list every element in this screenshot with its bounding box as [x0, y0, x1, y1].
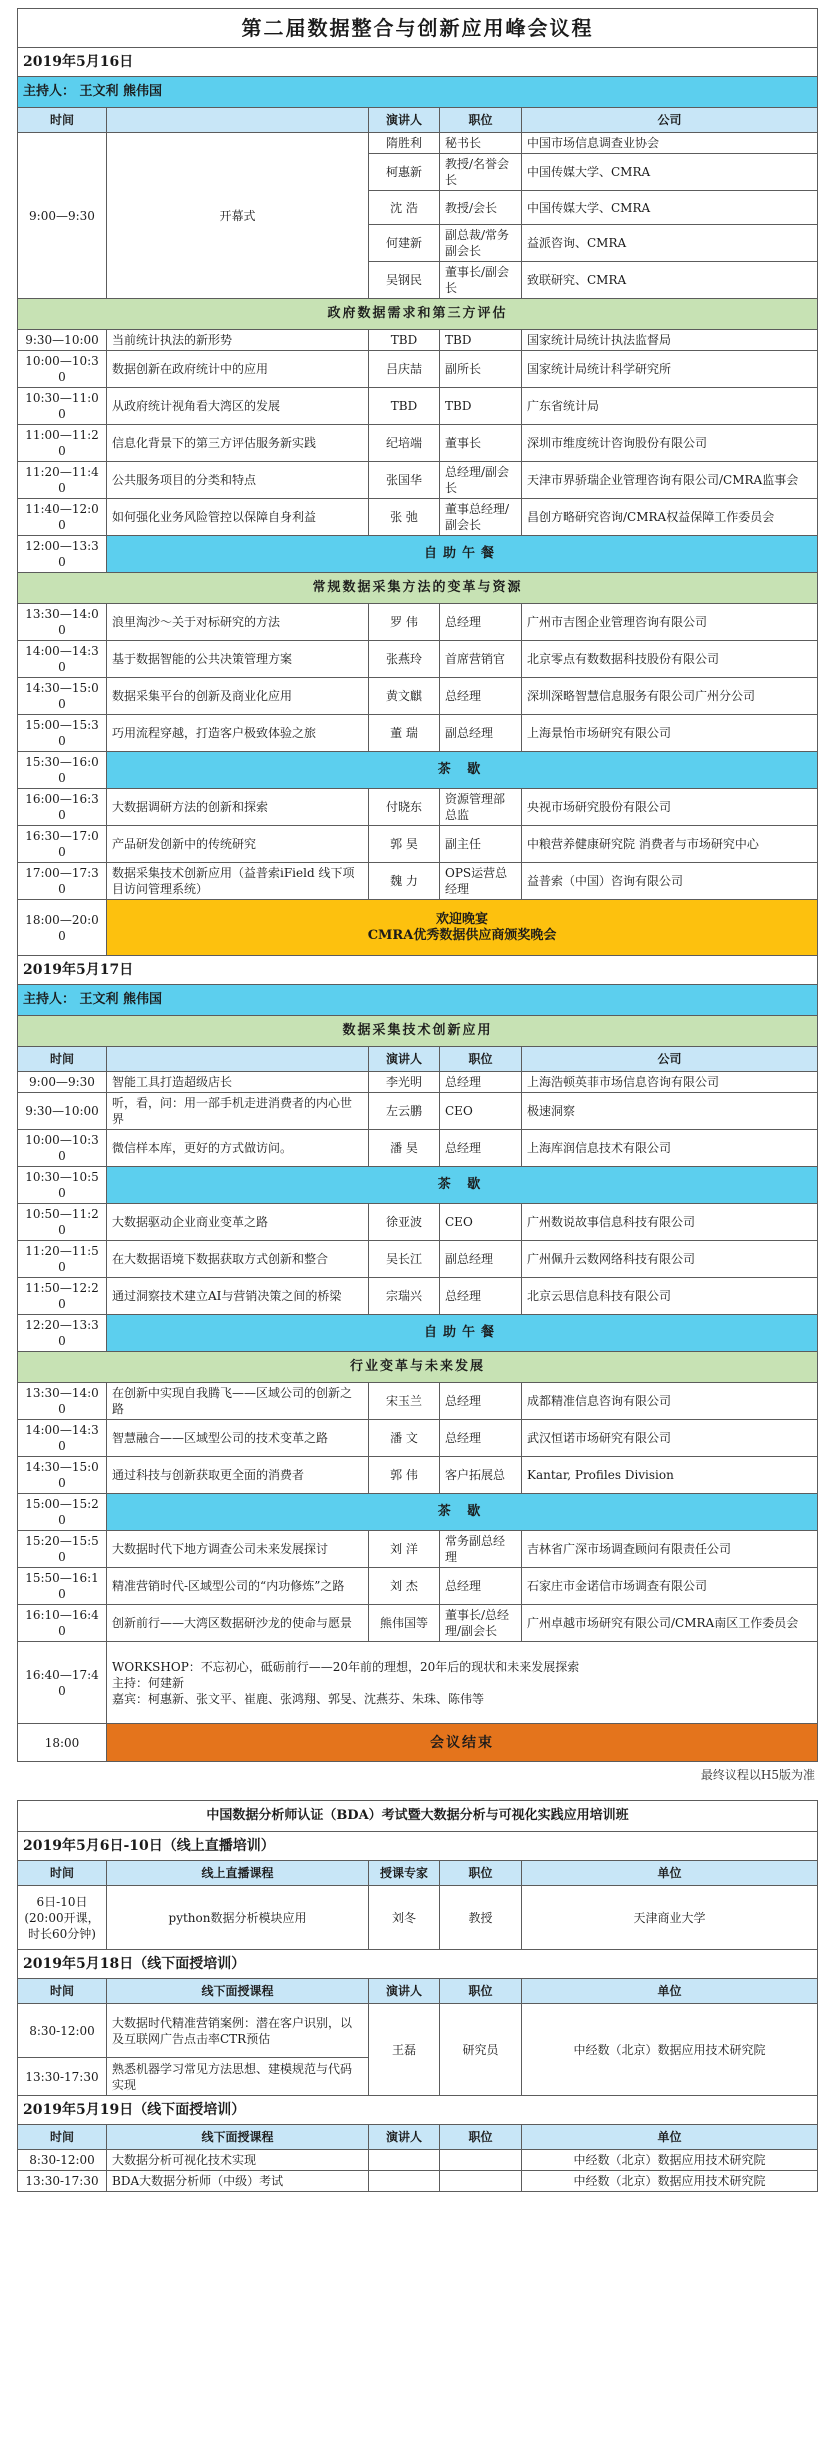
course-time: 8:30-12:00 — [18, 2150, 107, 2171]
session-row — [18, 789, 818, 826]
end-time: 18:00 — [18, 1724, 107, 1762]
agenda-table — [17, 8, 818, 1762]
course-row — [18, 2004, 818, 2058]
speaker: 郭 昊 — [369, 826, 440, 863]
workshop-host: 主持：何建新 — [112, 1675, 185, 1690]
position: 总经理 — [440, 1383, 522, 1420]
header-speaker: 演讲人 — [369, 2125, 440, 2150]
position: 副总经理 — [440, 715, 522, 752]
break-time: 15:30—16:00 — [18, 752, 107, 789]
company: 上海浩顿英菲市场信息咨询有限公司 — [522, 1072, 818, 1093]
company: 深圳市维度统计咨询股份有限公司 — [522, 425, 818, 462]
agenda-title: 第二届数据整合与创新应用峰会议程 — [18, 9, 818, 48]
header-course: 线上直播课程 — [107, 1861, 369, 1886]
company: 中粮营养健康研究院 消费者与市场研究中心 — [522, 826, 818, 863]
speaker: 宗瑞兴 — [369, 1278, 440, 1315]
session-topic: 数据采集平台的创新及商业化应用 — [107, 678, 369, 715]
position — [440, 2171, 522, 2192]
session-topic: 大数据时代下地方调查公司未来发展探讨 — [107, 1531, 369, 1568]
session-time: 15:20—15:50 — [18, 1531, 107, 1568]
company: 成都精准信息咨询有限公司 — [522, 1383, 818, 1420]
block1-date: 2019年5月6日-10日（线上直播培训） — [18, 1832, 818, 1861]
position: 副总裁/常务副会长 — [440, 225, 522, 262]
course-row — [18, 1886, 818, 1950]
session-topic: 智能工具打造超级店长 — [107, 1072, 369, 1093]
session-row — [18, 1531, 818, 1568]
company: 武汉恒诺市场研究有限公司 — [522, 1420, 818, 1457]
course-name: 大数据时代精准营销案例：潜在客户识别，以及互联网广告点击率CTR预估 — [107, 2004, 369, 2058]
course-time: 8:30-12:00 — [18, 2004, 107, 2058]
company: 中国传媒大学、CMRA — [522, 154, 818, 191]
speaker: 罗 伟 — [369, 604, 440, 641]
position: 研究员 — [440, 2004, 522, 2096]
block3-header-row — [18, 2125, 818, 2150]
position: CEO — [440, 1093, 522, 1130]
lunch-label: 自助午餐 — [107, 536, 818, 573]
session-topic: 产品研发创新中的传统研究 — [107, 826, 369, 863]
speaker: 郭 伟 — [369, 1457, 440, 1494]
course-schedule: (20:00开课，时长60分钟) — [24, 1910, 100, 1941]
company: 中国传媒大学、CMRA — [522, 191, 818, 225]
day1-host: 主持人： 王文利 熊伟国 — [18, 77, 818, 108]
session-row — [18, 1241, 818, 1278]
session-row — [18, 499, 818, 536]
break-time: 10:30—10:50 — [18, 1167, 107, 1204]
dinner-time: 18:00—20:00 — [18, 900, 107, 956]
day2-date: 2019年5月17日 — [18, 956, 818, 985]
session-time: 14:30—15:00 — [18, 678, 107, 715]
session-time: 14:30—15:00 — [18, 1457, 107, 1494]
session-time: 10:50—11:20 — [18, 1204, 107, 1241]
header-unit: 单位 — [522, 1979, 818, 2004]
position: 教授/会长 — [440, 191, 522, 225]
dinner-label — [107, 900, 818, 956]
agenda-note: 最终议程以H5版为准 — [700, 1768, 815, 1782]
session-row — [18, 678, 818, 715]
header-topic — [107, 108, 369, 133]
header-speaker: 演讲人 — [369, 108, 440, 133]
position: 教授/名誉会长 — [440, 154, 522, 191]
header-speaker: 演讲人 — [369, 1979, 440, 2004]
company: 北京云思信息科技有限公司 — [522, 1278, 818, 1315]
position: 总经理 — [440, 1130, 522, 1167]
block1-header-row — [18, 1861, 818, 1886]
position: 副主任 — [440, 826, 522, 863]
block2-date: 2019年5月18日（线下面授培训） — [18, 1950, 818, 1979]
company: 上海库润信息技术有限公司 — [522, 1130, 818, 1167]
section-title: 行业变革与未来发展 — [18, 1352, 818, 1383]
speaker: 王磊 — [369, 2004, 440, 2096]
header-time: 时间 — [18, 1979, 107, 2004]
section-title: 政府数据需求和第三方评估 — [18, 299, 818, 330]
session-topic: 微信样本库，更好的方式做访问。 — [107, 1130, 369, 1167]
company: 昌创方略研究咨询/CMRA权益保障工作委员会 — [522, 499, 818, 536]
session-time: 16:00—16:30 — [18, 789, 107, 826]
session-row — [18, 1204, 818, 1241]
position: 总经理 — [440, 1420, 522, 1457]
session-row — [18, 330, 818, 351]
course-row — [18, 2171, 818, 2192]
session-row — [18, 1568, 818, 1605]
session-time: 10:00—10:30 — [18, 351, 107, 388]
speaker: 沈 浩 — [369, 191, 440, 225]
header-company: 公司 — [522, 1047, 818, 1072]
company: 石家庄市金诺信市场调查有限公司 — [522, 1568, 818, 1605]
unit: 中经数（北京）数据应用技术研究院 — [522, 2171, 818, 2192]
company: 广州数说故事信息科技有限公司 — [522, 1204, 818, 1241]
session-time: 13:30—14:00 — [18, 1383, 107, 1420]
session-topic: 通过科技与创新获取更全面的消费者 — [107, 1457, 369, 1494]
workshop-details — [107, 1642, 818, 1724]
position: 副总经理 — [440, 1241, 522, 1278]
position: 秘书长 — [440, 133, 522, 154]
speaker: TBD — [369, 388, 440, 425]
speaker: TBD — [369, 330, 440, 351]
session-time: 11:00—11:20 — [18, 425, 107, 462]
course-name: 熟悉机器学习常见方法思想、建模规范与代码实现 — [107, 2058, 369, 2096]
speaker: 吴长江 — [369, 1241, 440, 1278]
page — [17, 8, 817, 2192]
session-row — [18, 641, 818, 678]
speaker — [369, 2150, 440, 2171]
session-row — [18, 1383, 818, 1420]
session-time: 9:30—10:00 — [18, 1093, 107, 1130]
session-topic: 大数据驱动企业商业变革之路 — [107, 1204, 369, 1241]
speaker: 刘 洋 — [369, 1531, 440, 1568]
training-title: 中国数据分析师认证（BDA）考试暨大数据分析与可视化实践应用培训班 — [18, 1801, 818, 1832]
workshop-title: WORKSHOP：不忘初心，砥砺前行——20年前的理想，20年后的现状和未来发展探索 — [112, 1659, 580, 1674]
position: 董事总经理/副会长 — [440, 499, 522, 536]
session-row — [18, 351, 818, 388]
lunch-row — [18, 1315, 818, 1352]
day1-date: 2019年5月16日 — [18, 48, 818, 77]
session-time: 15:00—15:30 — [18, 715, 107, 752]
end-label: 会议结束 — [107, 1724, 818, 1762]
opening-topic: 开幕式 — [107, 133, 369, 299]
session-time: 16:10—16:40 — [18, 1605, 107, 1642]
position: 总经理 — [440, 1072, 522, 1093]
session-topic: 公共服务项目的分类和特点 — [107, 462, 369, 499]
session-time: 13:30—14:00 — [18, 604, 107, 641]
break-label: 茶 歇 — [107, 1167, 818, 1204]
position: 常务副总经理 — [440, 1531, 522, 1568]
session-row — [18, 863, 818, 900]
session-row — [18, 826, 818, 863]
header-position: 职位 — [440, 1979, 522, 2004]
session-time: 15:50—16:10 — [18, 1568, 107, 1605]
position: 资源管理部总监 — [440, 789, 522, 826]
header-unit: 单位 — [522, 2125, 818, 2150]
opening-time: 9:00—9:30 — [18, 133, 107, 299]
training-table — [17, 1800, 818, 2192]
session-topic: 当前统计执法的新形势 — [107, 330, 369, 351]
company: 中国市场信息调查业协会 — [522, 133, 818, 154]
company: 广州佩升云数网络科技有限公司 — [522, 1241, 818, 1278]
header-position: 职位 — [440, 1047, 522, 1072]
end-row — [18, 1724, 818, 1762]
session-topic: 基于数据智能的公共决策管理方案 — [107, 641, 369, 678]
speaker: 魏 力 — [369, 863, 440, 900]
speaker — [369, 2171, 440, 2192]
company: 广东省统计局 — [522, 388, 818, 425]
course-days: 6日-10日 — [36, 1894, 88, 1909]
session-topic: 数据采集技术创新应用（益普索iField 线下项目访问管理系统） — [107, 863, 369, 900]
speaker: 李光明 — [369, 1072, 440, 1093]
block2-header-row — [18, 1979, 818, 2004]
section-title: 数据采集技术创新应用 — [18, 1016, 818, 1047]
lunch-label: 自助午餐 — [107, 1315, 818, 1352]
workshop-guests: 嘉宾：柯惠新、张文平、崔鹿、张鸿翔、郭旻、沈燕芬、朱珠、陈伟等 — [112, 1691, 485, 1706]
company: 上海景怡市场研究有限公司 — [522, 715, 818, 752]
header-time: 时间 — [18, 1861, 107, 1886]
session-row — [18, 715, 818, 752]
session-time: 11:50—12:20 — [18, 1278, 107, 1315]
session-row — [18, 1093, 818, 1130]
position: TBD — [440, 388, 522, 425]
company: 北京零点有数数据科技股份有限公司 — [522, 641, 818, 678]
position: 董事长/总经理/副会长 — [440, 1605, 522, 1642]
session-topic: 从政府统计视角看大湾区的发展 — [107, 388, 369, 425]
workshop-time: 16:40—17:40 — [18, 1642, 107, 1724]
opening-row — [18, 133, 818, 154]
session-topic: 听，看，问：用一部手机走进消费者的内心世界 — [107, 1093, 369, 1130]
speaker: 徐亚波 — [369, 1204, 440, 1241]
day1-header-row — [18, 108, 818, 133]
session-time: 14:00—14:30 — [18, 1420, 107, 1457]
company: 吉林省广深市场调查顾问有限责任公司 — [522, 1531, 818, 1568]
speaker: 熊伟国等 — [369, 1605, 440, 1642]
lunch-time: 12:00—13:30 — [18, 536, 107, 573]
dinner-subtitle: CMRA优秀数据供应商颁奖晚会 — [367, 927, 557, 943]
company: 广州卓越市场研究有限公司/CMRA南区工作委员会 — [522, 1605, 818, 1642]
speaker: 宋玉兰 — [369, 1383, 440, 1420]
break-time: 15:00—15:20 — [18, 1494, 107, 1531]
position: 总经理 — [440, 1568, 522, 1605]
session-time: 10:30—11:00 — [18, 388, 107, 425]
break-row — [18, 752, 818, 789]
position: TBD — [440, 330, 522, 351]
company: Kantar, Profiles Division — [522, 1457, 818, 1494]
session-row — [18, 1278, 818, 1315]
course-time: 13:30-17:30 — [18, 2058, 107, 2096]
speaker: 黄文麒 — [369, 678, 440, 715]
company: 益派咨询、CMRA — [522, 225, 818, 262]
session-row — [18, 388, 818, 425]
company: 央视市场研究股份有限公司 — [522, 789, 818, 826]
header-course: 线下面授课程 — [107, 1979, 369, 2004]
header-position: 职位 — [440, 108, 522, 133]
company: 国家统计局统计科学研究所 — [522, 351, 818, 388]
speaker: 刘冬 — [369, 1886, 440, 1950]
session-row — [18, 425, 818, 462]
course-name: python数据分析模块应用 — [107, 1886, 369, 1950]
session-row — [18, 1130, 818, 1167]
section-title: 常规数据采集方法的变革与资源 — [18, 573, 818, 604]
block3-date: 2019年5月19日（线下面授培训） — [18, 2096, 818, 2125]
header-time: 时间 — [18, 108, 107, 133]
company: 天津市界骄瑞企业管理咨询有限公司/CMRA监事会 — [522, 462, 818, 499]
header-position: 职位 — [440, 2125, 522, 2150]
session-time: 9:00—9:30 — [18, 1072, 107, 1093]
company: 深圳深略智慧信息服务有限公司广州分公司 — [522, 678, 818, 715]
speaker: 张 弛 — [369, 499, 440, 536]
break-row — [18, 1494, 818, 1531]
unit: 天津商业大学 — [522, 1886, 818, 1950]
session-row — [18, 462, 818, 499]
session-topic: 数据创新在政府统计中的应用 — [107, 351, 369, 388]
session-row — [18, 1072, 818, 1093]
course-name: 大数据分析可视化技术实现 — [107, 2150, 369, 2171]
position: 董事长/副会长 — [440, 262, 522, 299]
session-topic: 在创新中实现自我腾飞——区域公司的创新之路 — [107, 1383, 369, 1420]
session-time: 16:30—17:00 — [18, 826, 107, 863]
header-company: 公司 — [522, 108, 818, 133]
lunch-time: 12:20—13:30 — [18, 1315, 107, 1352]
speaker: 张国华 — [369, 462, 440, 499]
session-topic: 精准营销时代-区域型公司的“内功修炼”之路 — [107, 1568, 369, 1605]
break-label: 茶 歇 — [107, 752, 818, 789]
position: 总经理 — [440, 678, 522, 715]
break-label: 茶 歇 — [107, 1494, 818, 1531]
session-topic: 如何强化业务风险管控以保障自身利益 — [107, 499, 369, 536]
header-speaker: 演讲人 — [369, 1047, 440, 1072]
unit: 中经数（北京）数据应用技术研究院 — [522, 2004, 818, 2096]
course-time — [18, 1886, 107, 1950]
header-time: 时间 — [18, 1047, 107, 1072]
position: OPS运营总经理 — [440, 863, 522, 900]
speaker: 柯惠新 — [369, 154, 440, 191]
session-row — [18, 1420, 818, 1457]
session-row — [18, 1457, 818, 1494]
session-time: 9:30—10:00 — [18, 330, 107, 351]
position: 副所长 — [440, 351, 522, 388]
company: 极速洞察 — [522, 1093, 818, 1130]
speaker: 何建新 — [369, 225, 440, 262]
header-course: 线下面授课程 — [107, 2125, 369, 2150]
session-row — [18, 1605, 818, 1642]
session-time: 11:40—12:00 — [18, 499, 107, 536]
session-topic: 浪里淘沙～关于对标研究的方法 — [107, 604, 369, 641]
course-row — [18, 2150, 818, 2171]
company: 广州市吉图企业管理咨询有限公司 — [522, 604, 818, 641]
session-row — [18, 604, 818, 641]
speaker: 吕庆喆 — [369, 351, 440, 388]
day2-header-row — [18, 1047, 818, 1072]
session-time: 17:00—17:30 — [18, 863, 107, 900]
speaker: 纪培端 — [369, 425, 440, 462]
position: 总经理 — [440, 604, 522, 641]
lunch-row — [18, 536, 818, 573]
day2-host: 主持人： 王文利 熊伟国 — [18, 985, 818, 1016]
course-time: 13:30-17:30 — [18, 2171, 107, 2192]
position — [440, 2150, 522, 2171]
position: CEO — [440, 1204, 522, 1241]
company: 国家统计局统计执法监督局 — [522, 330, 818, 351]
dinner-title: 欢迎晚宴 — [436, 911, 489, 927]
position: 总经理/副会长 — [440, 462, 522, 499]
position: 客户拓展总 — [440, 1457, 522, 1494]
speaker: 付晓东 — [369, 789, 440, 826]
speaker: 潘 文 — [369, 1420, 440, 1457]
header-topic — [107, 1047, 369, 1072]
speaker: 隋胜利 — [369, 133, 440, 154]
course-name: BDA大数据分析师（中级）考试 — [107, 2171, 369, 2192]
session-topic: 大数据调研方法的创新和探索 — [107, 789, 369, 826]
workshop-row — [18, 1642, 818, 1724]
header-unit: 单位 — [522, 1861, 818, 1886]
unit: 中经数（北京）数据应用技术研究院 — [522, 2150, 818, 2171]
position: 总经理 — [440, 1278, 522, 1315]
break-row — [18, 1167, 818, 1204]
header-position: 职位 — [440, 1861, 522, 1886]
session-topic: 巧用流程穿越，打造客户极致体验之旅 — [107, 715, 369, 752]
dinner-row — [18, 900, 818, 956]
speaker: 张燕玲 — [369, 641, 440, 678]
company: 益普索（中国）咨询有限公司 — [522, 863, 818, 900]
speaker: 董 瑞 — [369, 715, 440, 752]
session-topic: 在大数据语境下数据获取方式创新和整合 — [107, 1241, 369, 1278]
speaker: 刘 杰 — [369, 1568, 440, 1605]
position: 首席营销官 — [440, 641, 522, 678]
session-time: 10:00—10:30 — [18, 1130, 107, 1167]
speaker: 潘 昊 — [369, 1130, 440, 1167]
session-time: 14:00—14:30 — [18, 641, 107, 678]
header-time: 时间 — [18, 2125, 107, 2150]
position: 董事长 — [440, 425, 522, 462]
session-topic: 智慧融合——区域型公司的技术变革之路 — [107, 1420, 369, 1457]
company: 致联研究、CMRA — [522, 262, 818, 299]
speaker: 吴钢民 — [369, 262, 440, 299]
speaker: 左云鹏 — [369, 1093, 440, 1130]
session-time: 11:20—11:40 — [18, 462, 107, 499]
position: 教授 — [440, 1886, 522, 1950]
session-topic: 创新前行——大湾区数据研沙龙的使命与愿景 — [107, 1605, 369, 1642]
session-topic: 信息化背景下的第三方评估服务新实践 — [107, 425, 369, 462]
header-speaker: 授课专家 — [369, 1861, 440, 1886]
session-topic: 通过洞察技术建立AI与营销决策之间的桥梁 — [107, 1278, 369, 1315]
session-time: 11:20—11:50 — [18, 1241, 107, 1278]
